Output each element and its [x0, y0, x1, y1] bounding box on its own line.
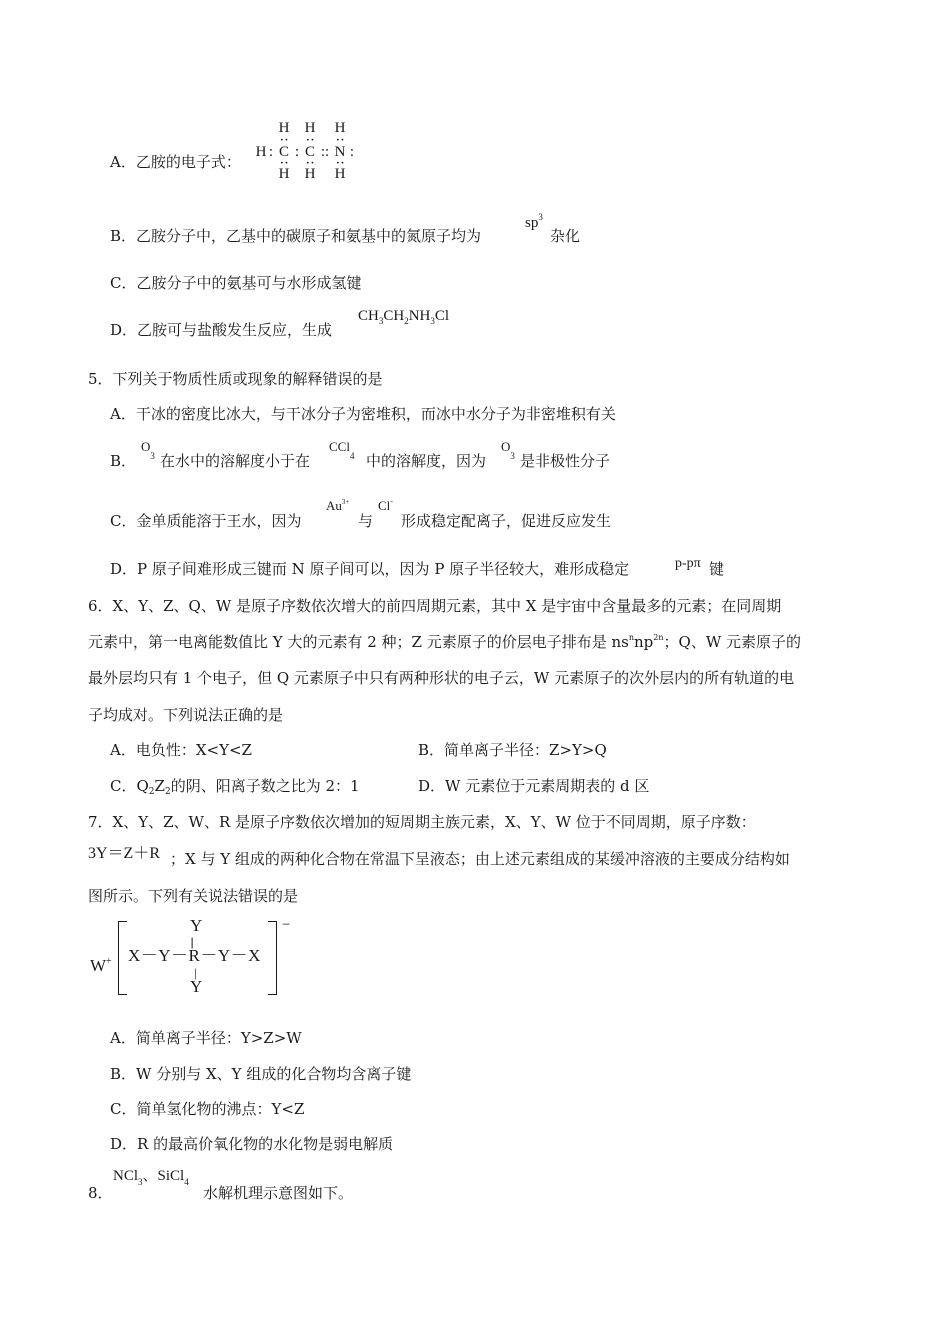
h-atom-bottom-2: H	[304, 166, 316, 182]
q6-option-b: B．简单离子半径：Z>Y>Q	[418, 741, 607, 759]
q5-option-c-text2: 与	[358, 512, 374, 530]
lone-pair-n: :	[349, 144, 355, 160]
h-atom-top-2: H	[304, 120, 316, 136]
ozone-formula-1: $O_3$	[141, 439, 155, 461]
c-atom-1: C	[278, 144, 289, 160]
q8-compounds: NCl$_3$、SiCl$_4$	[113, 1168, 189, 1187]
q4-option-a-label: A．乙胺的电子式：	[110, 153, 241, 171]
bond-pair-2: :	[294, 144, 300, 160]
top-y-atom: Y	[190, 916, 203, 935]
q7-option-d: D．R 的最高价氧化物的水化物是弱电解质	[110, 1135, 394, 1153]
q4-option-c: C．乙胺分子中的氨基可与水形成氢键	[110, 274, 362, 292]
q7-option-b: B．W 分别与 X、Y 组成的化合物均含离子键	[110, 1065, 412, 1083]
q5-option-b-text1: 在水中的溶解度小于在	[160, 452, 311, 470]
bond-pair-1: :	[268, 144, 274, 160]
q5-option-d-text1: D．P 原子间难形成三键而 N 原子间可以，因为 P 原子半径较大，难形成稳定	[110, 560, 630, 578]
c-atom-2: C	[304, 144, 315, 160]
q5-option-c-text1: C．金单质能溶于王水，因为	[110, 512, 302, 530]
h-atom-left: H	[255, 144, 267, 160]
q5-option-d-text2: 键	[709, 560, 725, 578]
q6-option-c: C．$Q_2Z_2$的阴、阳离子数之比为 2：1	[110, 777, 360, 797]
anion-chain: X－Y－R－Y－X	[128, 946, 261, 965]
q5-option-c-text3: 形成稳定配离子，促进反应发生	[401, 512, 612, 530]
anion-charge: −	[282, 917, 291, 933]
h-atom-bottom-3: H	[334, 166, 346, 182]
electron-formula-ethylamine: H H H ·· ·· ·· H : C : C :: N : ·· ·· ·· H H H	[255, 120, 355, 182]
q4-option-b: B．乙胺分子中，乙基中的碳原子和氨基中的氮原子均为	[110, 227, 482, 245]
q6-stem-line4: 子均成对。下列说法正确的是	[88, 706, 284, 724]
h-atom-bottom-1: H	[278, 166, 290, 182]
q8-stem-tail: 水解机理示意图如下。	[203, 1184, 354, 1202]
right-bracket	[268, 921, 277, 995]
q5-stem: 5．下列关于物质性质或现象的解释错误的是	[88, 370, 383, 388]
q6-option-d: D．W 元素位于元素周期表的 d 区	[418, 777, 650, 795]
q8-number: 8．	[88, 1184, 113, 1202]
h-atom-top-3: H	[334, 120, 346, 136]
single-bond: |	[194, 965, 197, 980]
bond-pair-3: ::	[320, 144, 330, 160]
h-atom-top-1: H	[278, 120, 290, 136]
ozone-formula-2: $O_3$	[501, 439, 515, 461]
q5-option-b-text3: 是非极性分子	[520, 452, 611, 470]
atomic-number-equation: 3Y＝Z＋R	[88, 845, 161, 862]
p-p-pi-bond: p-pπ	[675, 556, 701, 571]
q5-option-b-label: B．	[110, 452, 137, 470]
chloride-ion: Cl-	[378, 497, 393, 513]
q7-option-a: A．简单离子半径：Y>Z>W	[110, 1029, 302, 1047]
cation-w: W+	[90, 956, 112, 975]
q7-stem-line3: 图所示。下列有关说法错误的是	[88, 887, 299, 905]
buffer-structure-diagram	[88, 915, 308, 1000]
n-atom: N	[334, 144, 346, 160]
q6-stem-line1: 6．X、Y、Z、Q、W 是原子序数依次增大的前四周期元素，其中 X 是宇宙中含量最多的元素；在同周期	[88, 597, 782, 615]
q6-option-a: A．电负性：X<Y<Z	[110, 741, 252, 759]
q5-option-b-text2: 中的溶解度，因为	[366, 452, 487, 470]
q6-stem-line2: 元素中，第一电离能数值比 Y 大的元素有 2 种；Z 元素原子的价层电子排布是 $ns^nnp^{2n}$；Q、W 元素原子的	[88, 633, 801, 651]
sp3-hybrid: $sp^3$	[525, 212, 543, 231]
q4-option-b-tail: 杂化	[550, 227, 581, 245]
q7-stem-line1: 7．X、Y、Z、W、R 是原子序数依次增加的短周期主族元素，X、Y、W 位于不同周期，原子序数：	[88, 813, 756, 831]
ccl4-formula: CCl$_4$	[329, 439, 355, 461]
q6-stem-line3: 最外层均只有 1 个电子，但 Q 元素原子中只有两种形状的电子云，W 元素原子的次外层内的所有轨道的电	[88, 669, 795, 687]
bottom-y-atom: Y	[190, 977, 203, 996]
ethylammonium-chloride-formula: $CH_3CH_2NH_3Cl$	[358, 308, 450, 326]
au3-ion: $Au^{3+}$	[326, 498, 350, 513]
left-bracket	[118, 921, 127, 995]
q7-option-c: C．简单氢化物的沸点：Y<Z	[110, 1100, 305, 1118]
q5-option-a: A．干冰的密度比冰大，与干冰分子为密堆积，而冰中水分子为非密堆积有关	[110, 405, 616, 423]
q7-stem-line2: ；X 与 Y 组成的两种化合物在常温下呈液态；由上述元素组成的某缓冲溶液的主要成分结构如	[170, 850, 790, 868]
q4-option-d: D．乙胺可与盐酸发生反应，生成	[110, 321, 333, 339]
